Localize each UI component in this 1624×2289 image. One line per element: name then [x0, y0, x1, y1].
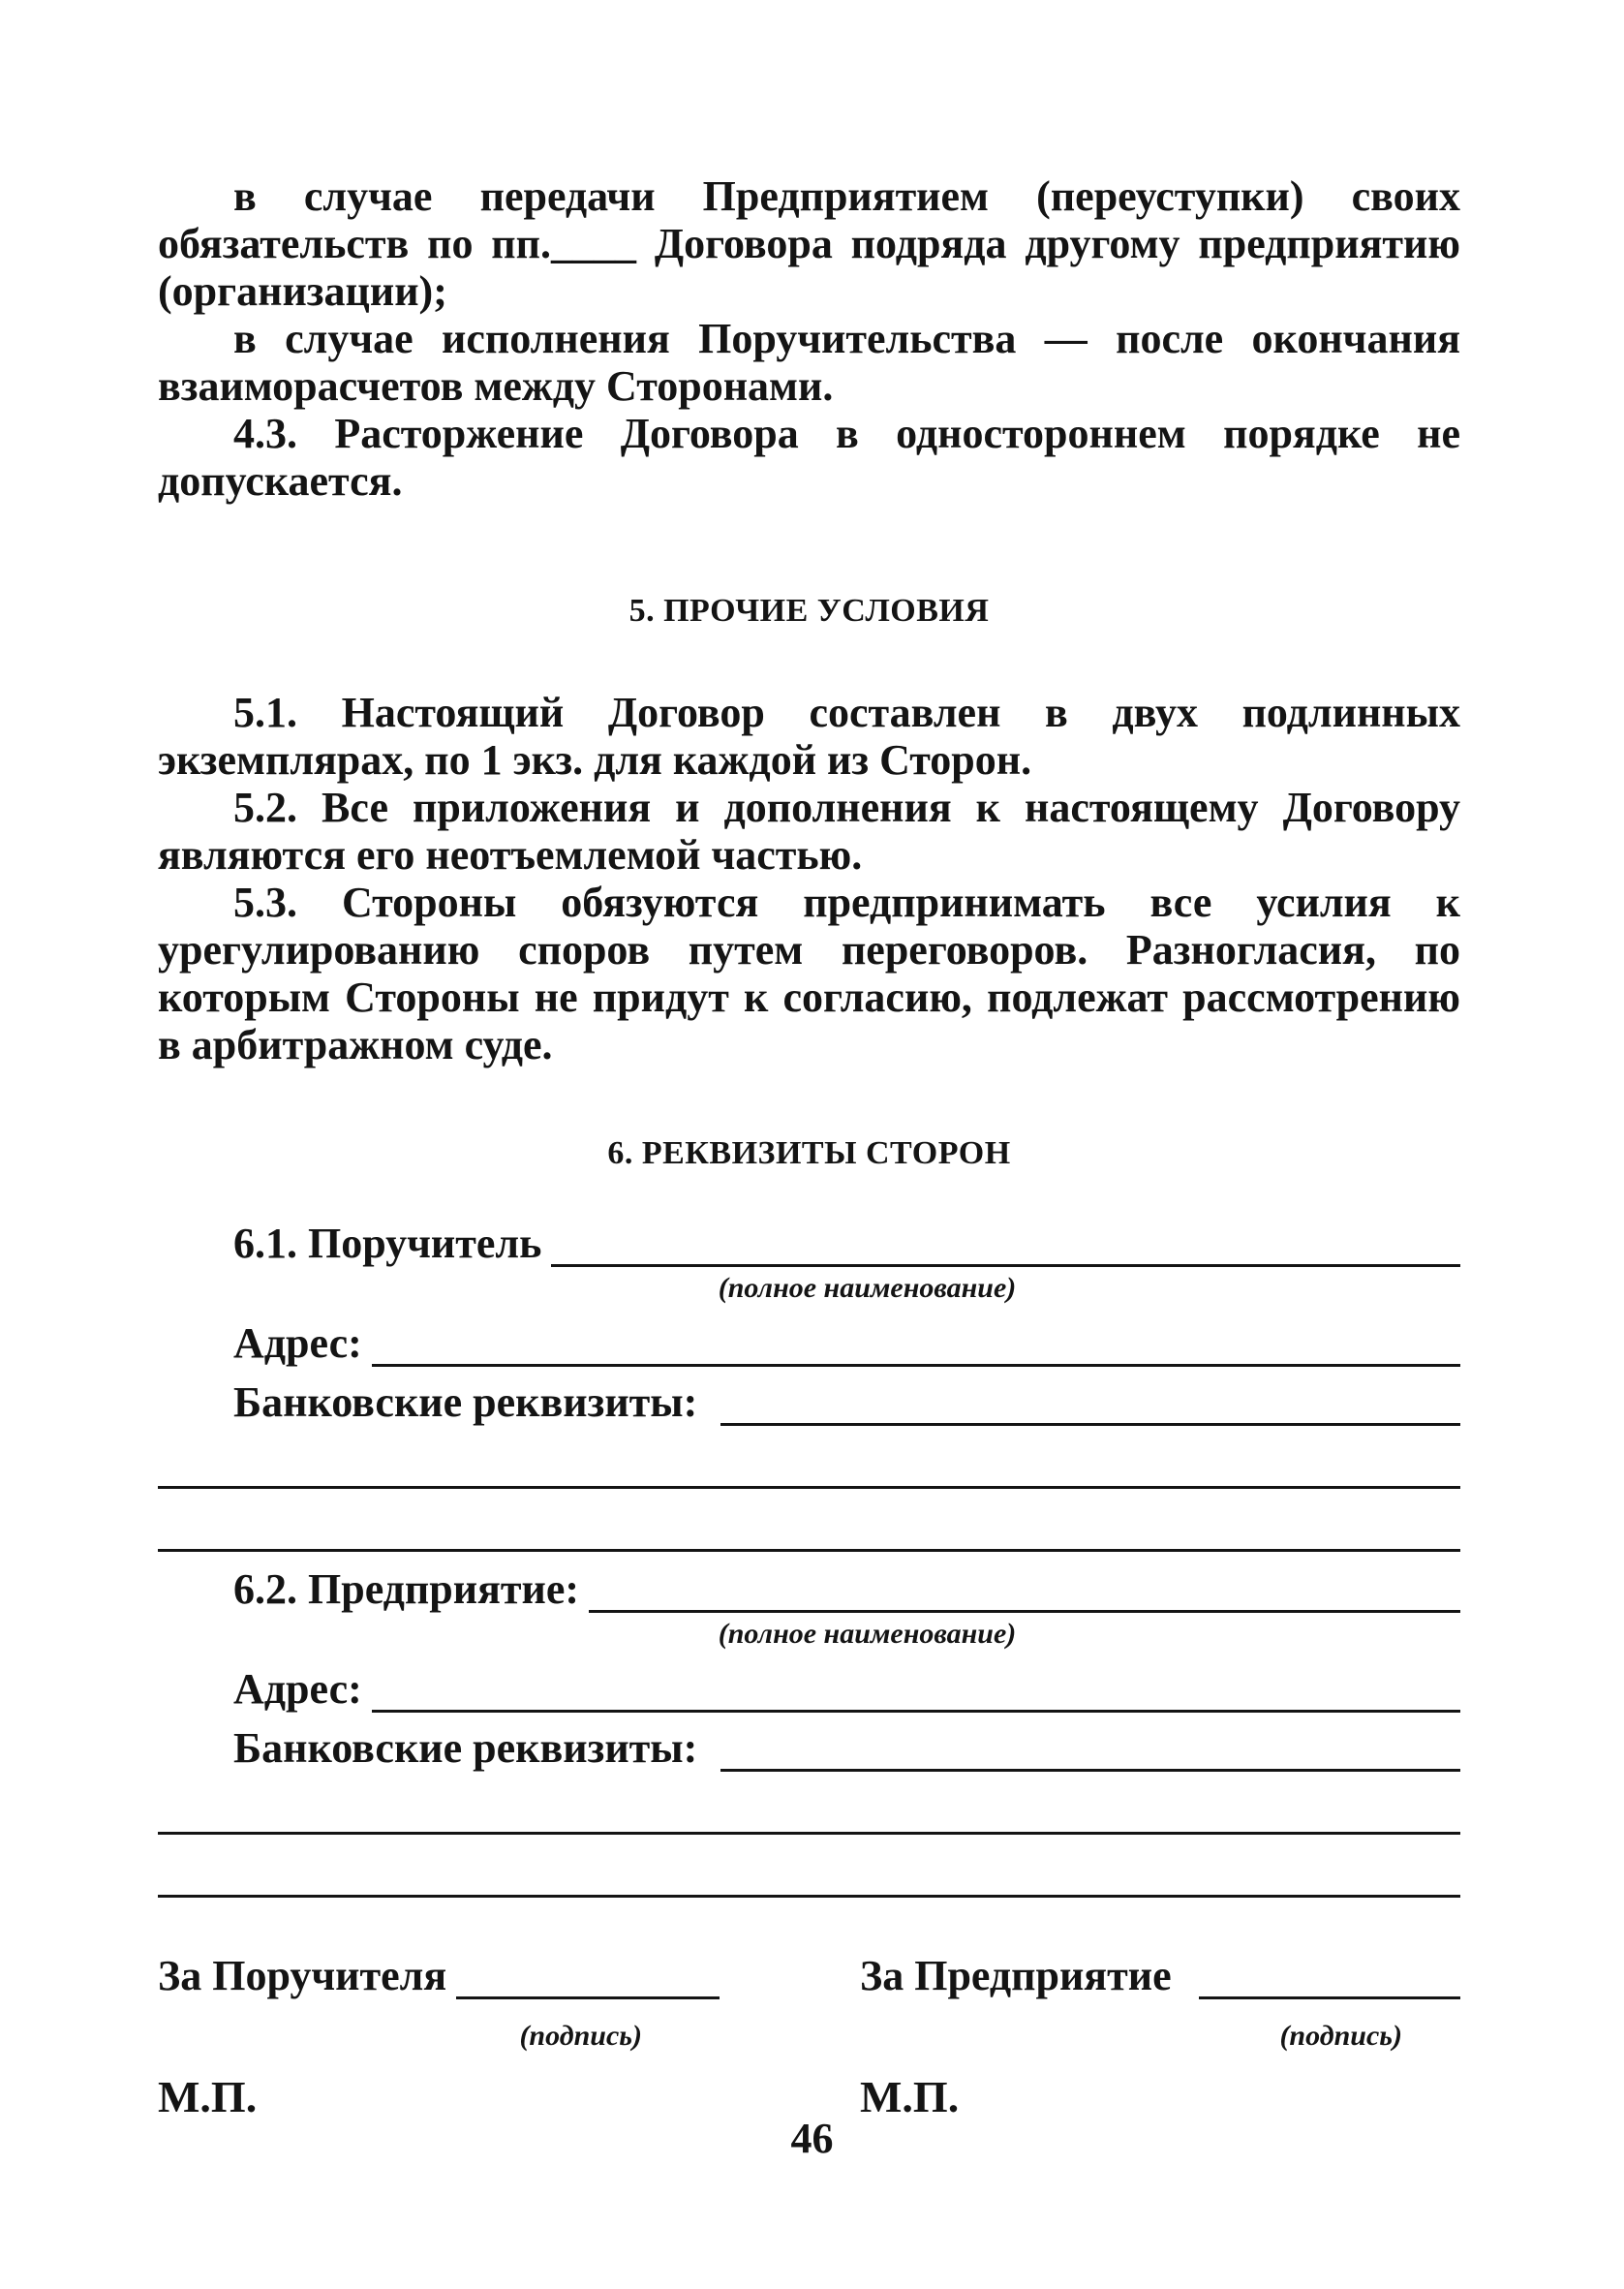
page-number: 46: [790, 2115, 834, 2162]
guarantor-bank-field[interactable]: [720, 1384, 1460, 1426]
guarantor-label: [233, 1220, 541, 1267]
address-label: Адрес:: [233, 1665, 362, 1713]
enterprise-signature-line: [860, 1952, 1460, 1999]
guarantor-signature-caption: (подпись): [519, 2020, 642, 2052]
enterprise-address-field[interactable]: [372, 1671, 1460, 1713]
enterprise-bank-field[interactable]: [720, 1730, 1460, 1772]
guarantor-signature-label: За Поручителя: [158, 1952, 447, 1999]
guarantor-name-field[interactable]: [551, 1225, 1460, 1267]
clause-number: 6.2.: [233, 1565, 297, 1613]
guarantor-stamp-label: М.П.: [158, 2072, 258, 2121]
clause-text: Все приложения и дополнения к настоящему Договору являются его неотъемлемой частью.: [158, 784, 1460, 879]
enterprise-stamp-label: М.П.: [860, 2072, 960, 2121]
guarantor-signature-field[interactable]: [456, 1958, 720, 1999]
guarantor-extra-line-1[interactable]: [158, 1426, 1460, 1489]
clause-number: 4.3.: [233, 410, 297, 457]
clause-number: 6.1.: [233, 1220, 297, 1267]
clause-5-3: [158, 879, 1460, 1068]
guarantor-signature-line: [158, 1952, 720, 1999]
enterprise-bank-row: [158, 1724, 1460, 1772]
enterprise-signature-label: За Предприятие: [860, 1952, 1172, 1999]
clause-text: Расторжение Договора в одностороннем порядке не допускается.: [158, 410, 1460, 505]
enterprise-signature-caption: (подпись): [1279, 2020, 1402, 2052]
enterprise-name-caption: (полное наименование): [718, 1618, 1017, 1650]
enterprise-extra-line-1[interactable]: [158, 1772, 1460, 1835]
clause-text: Настоящий Договор составлен в двух подлинных экземплярах, по 1 экз. для каждой из Сторон.: [158, 689, 1460, 784]
bank-label: Банковские реквизиты:: [233, 1378, 698, 1426]
enterprise-address-row: [158, 1665, 1460, 1713]
document-body: [158, 172, 1460, 2121]
clause-text: Предприятие:: [297, 1565, 580, 1613]
enterprise-signature-field[interactable]: [1199, 1958, 1460, 1999]
paragraph-transfer-case: в случае передачи Предприятием (переуступки) своих обязательств по пп.____ Договора подряда другому предприятию (организации);: [158, 172, 1460, 315]
clause-4-3: [158, 410, 1460, 505]
guarantor-signature: [158, 1952, 720, 2121]
clause-number: 5.1.: [233, 689, 297, 736]
enterprise-extra-line-2[interactable]: [158, 1835, 1460, 1898]
address-label: Адрес:: [233, 1319, 362, 1367]
clause-5-2: [158, 784, 1460, 879]
enterprise-name-row: [158, 1565, 1460, 1613]
clause-text: Стороны обязуются предпринимать все усилия к урегулированию споров путем переговоров. Разногласия, по которым Стороны не придут к согласию, подлежат рассмотрению в арбитражном суде.: [158, 879, 1460, 1068]
guarantor-name-row: [158, 1220, 1460, 1267]
section-5-heading: 5. ПРОЧИЕ УСЛОВИЯ: [628, 593, 990, 629]
bank-label: Банковские реквизиты:: [233, 1724, 698, 1772]
guarantor-extra-line-2[interactable]: [158, 1489, 1460, 1552]
enterprise-name-field[interactable]: [589, 1571, 1460, 1613]
clause-5-1: [158, 689, 1460, 784]
clause-text: Поручитель: [297, 1220, 542, 1267]
clause-number: 5.2.: [233, 784, 297, 831]
enterprise-signature: [860, 1952, 1460, 2121]
section-6-heading: 6. РЕКВИЗИТЫ СТОРОН: [607, 1135, 1011, 1171]
signature-block: [158, 1952, 1460, 2121]
guarantor-address-field[interactable]: [372, 1325, 1460, 1367]
paragraph-guarantee-case: в случае исполнения Поручительства — после окончания взаиморасчетов между Сторонами.: [158, 315, 1460, 410]
clause-number: 5.3.: [233, 879, 297, 926]
enterprise-label: [233, 1565, 579, 1613]
guarantor-bank-row: [158, 1378, 1460, 1426]
guarantor-address-row: [158, 1319, 1460, 1367]
guarantor-name-caption: (полное наименование): [718, 1272, 1017, 1304]
